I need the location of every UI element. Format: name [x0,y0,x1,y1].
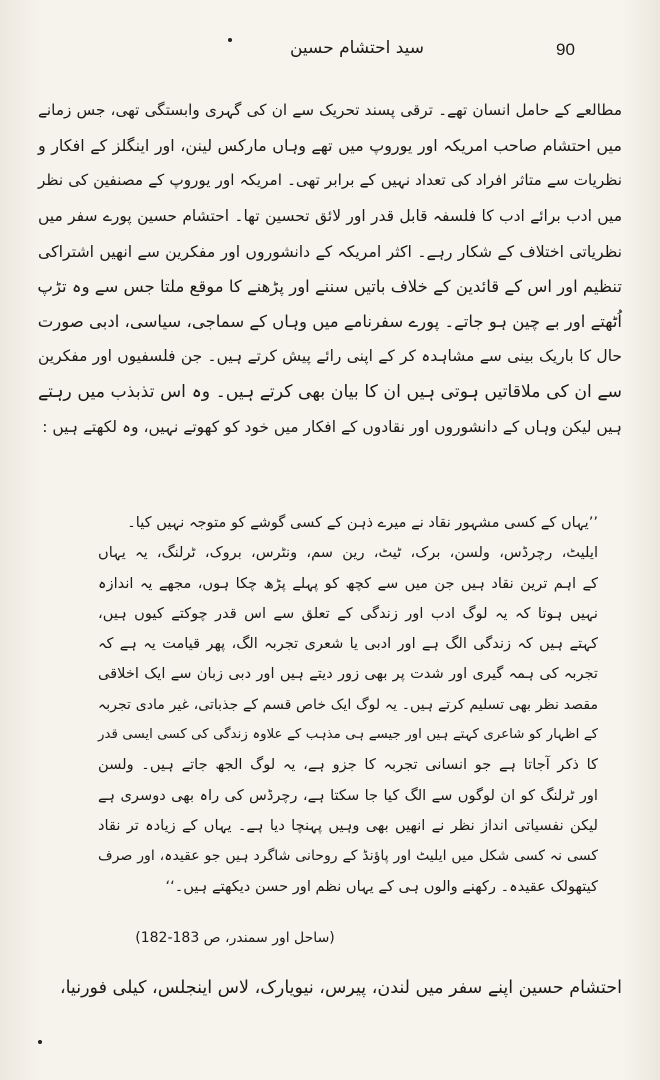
quote-line: لیکن نفسیاتی انداز نظر نے انھیں بھی وہیں پہنچا دیا ہے۔ یہاں کے زیادہ تر نقاد [98,816,598,834]
quote-line: کہتے ہیں کہ زندگی الگ ہے اور ادبی یا شعری تجربہ الگ، پھر قیامت یہ ہے کہ [98,635,598,653]
block-quote [98,508,598,902]
running-head: سید احتشام حسین [289,38,425,58]
page-header [40,36,620,70]
body-line: مطالعے کے حامل انسان تھے۔ ترقی پسند تحریک سے ان کی گہری وابستگی تھی، جس زمانے [38,101,622,119]
quote-line: ’’یہاں کے کسی مشہور نقاد نے میرے ذہن کے کسی گوشے کو متوجہ نہیں کیا۔ [127,514,598,531]
body-line: حال کا باریک بینی سے مشاہدہ کر کے اپنی رائے پیش کرتے ہیں۔ جن فلسفیوں اور مفکرین [38,347,622,366]
body-line: ہیں لیکن وہاں کے دانشوروں اور نقادوں کے افکار میں خود کو کھوتے نہیں، وہ لکھتے ہیں : [42,417,622,436]
page-number: 90 [556,40,575,59]
body-line: میں ادب برائے ادب کا فلسفہ قابل قدر اور لائق تحسین تھا۔ احتشام حسین پورے سفر میں [38,206,622,225]
body-paragraph [38,93,622,445]
quote-line: کسی نہ کسی شکل میں ایلیٹ اور پاؤنڈ کے روحانی شاگرد ہیں جو عقیدہ، اور صرف [98,848,598,865]
body-line: اُٹھتے اور بے چین ہو جاتے۔ پورے سفرنامے میں وہاں کے سماجی، سیاسی، ادبی صورت [37,312,622,332]
quote-line: تجربہ کی ہمہ گیری اور شدت پر بھی زور دیتے ہیں اور دبی زبان سے ایک اخلاقی [98,665,598,683]
closing-line: احتشام حسین اپنے سفر میں لندن، پیرس، نیویارک، لاس اینجلس، کیلی فورنیا، [59,978,622,998]
quote-citation: (ساحل اور سمندر، ص 183-182) [135,930,335,946]
quote-line: کا ذکر آجاتا ہے جو انسانی تجربہ کا جزو ہے، یہ لوگ الجھ جاتے ہیں۔ ولسن [98,756,598,774]
body-line: نظریات سے متاثر افراد کی تعداد نہیں کے برابر تھی۔ امریکہ اور یوروپ کے مصنفین کی نظر [38,171,622,190]
ink-speck [38,1040,42,1044]
quote-line: مقصد نظر بھی تسلیم کرتے ہیں۔ یہ لوگ ایک خاص قسم کے جذباتی، غیر مادی تجربہ [98,696,598,713]
quote-line: کیتھولک عقیدہ۔ رکھنے والوں ہی کے یہاں نظم اور حسن دیکھتے ہیں۔‘‘ [165,877,598,895]
body-line: نظریاتی اختلاف کے شکار رہے۔ اکثر امریکہ کے دانشوروں اور مفکرین سے انھیں اشتراکی [38,241,622,261]
quote-line: کے اظہار کو شاعری کہتے ہیں اور جیسے ہی مذہب کے علاوہ زندگی کی کسی ایسی قدر [98,727,598,743]
quote-line: ایلیٹ، رچرڈس، ولسن، برک، ٹیٹ، رین سم، ونٹرس، بروک، ٹرلنگ، یہ یہاں [98,544,598,562]
body-line: میں احتشام صاحب امریکہ اور یوروپ میں تھے وہاں مارکس لینن، اور اینگلز کے افکار و [38,136,622,156]
quote-line: اور ٹرلنگ کو ان لوگوں سے الگ کیا جا سکتا ہے، رچرڈس کی راہ بھی دوسری ہے [98,786,598,804]
quote-line: نہیں ہوتا کہ یہ لوگ ادب اور زندگی کے تعلق سے اس قدر چوکتے کیوں ہیں، [98,604,598,622]
body-line: سے ان کی ملاقاتیں ہوتی ہیں ان کا بیان بھی کرتے ہیں۔ وہ اس تذبذب میں رہتے [38,381,622,402]
quote-line: کے اہم ترین نقاد ہیں جن میں سے کچھ کو پہلے پڑھ چکا ہوں، مجھے یہ اندازہ [98,574,598,592]
body-line: تنظیم اور اس کے قائدین کے خلاف باتیں سننے اور پڑھنے کا موقع ملتا جس سے وہ تڑپ [37,276,622,296]
